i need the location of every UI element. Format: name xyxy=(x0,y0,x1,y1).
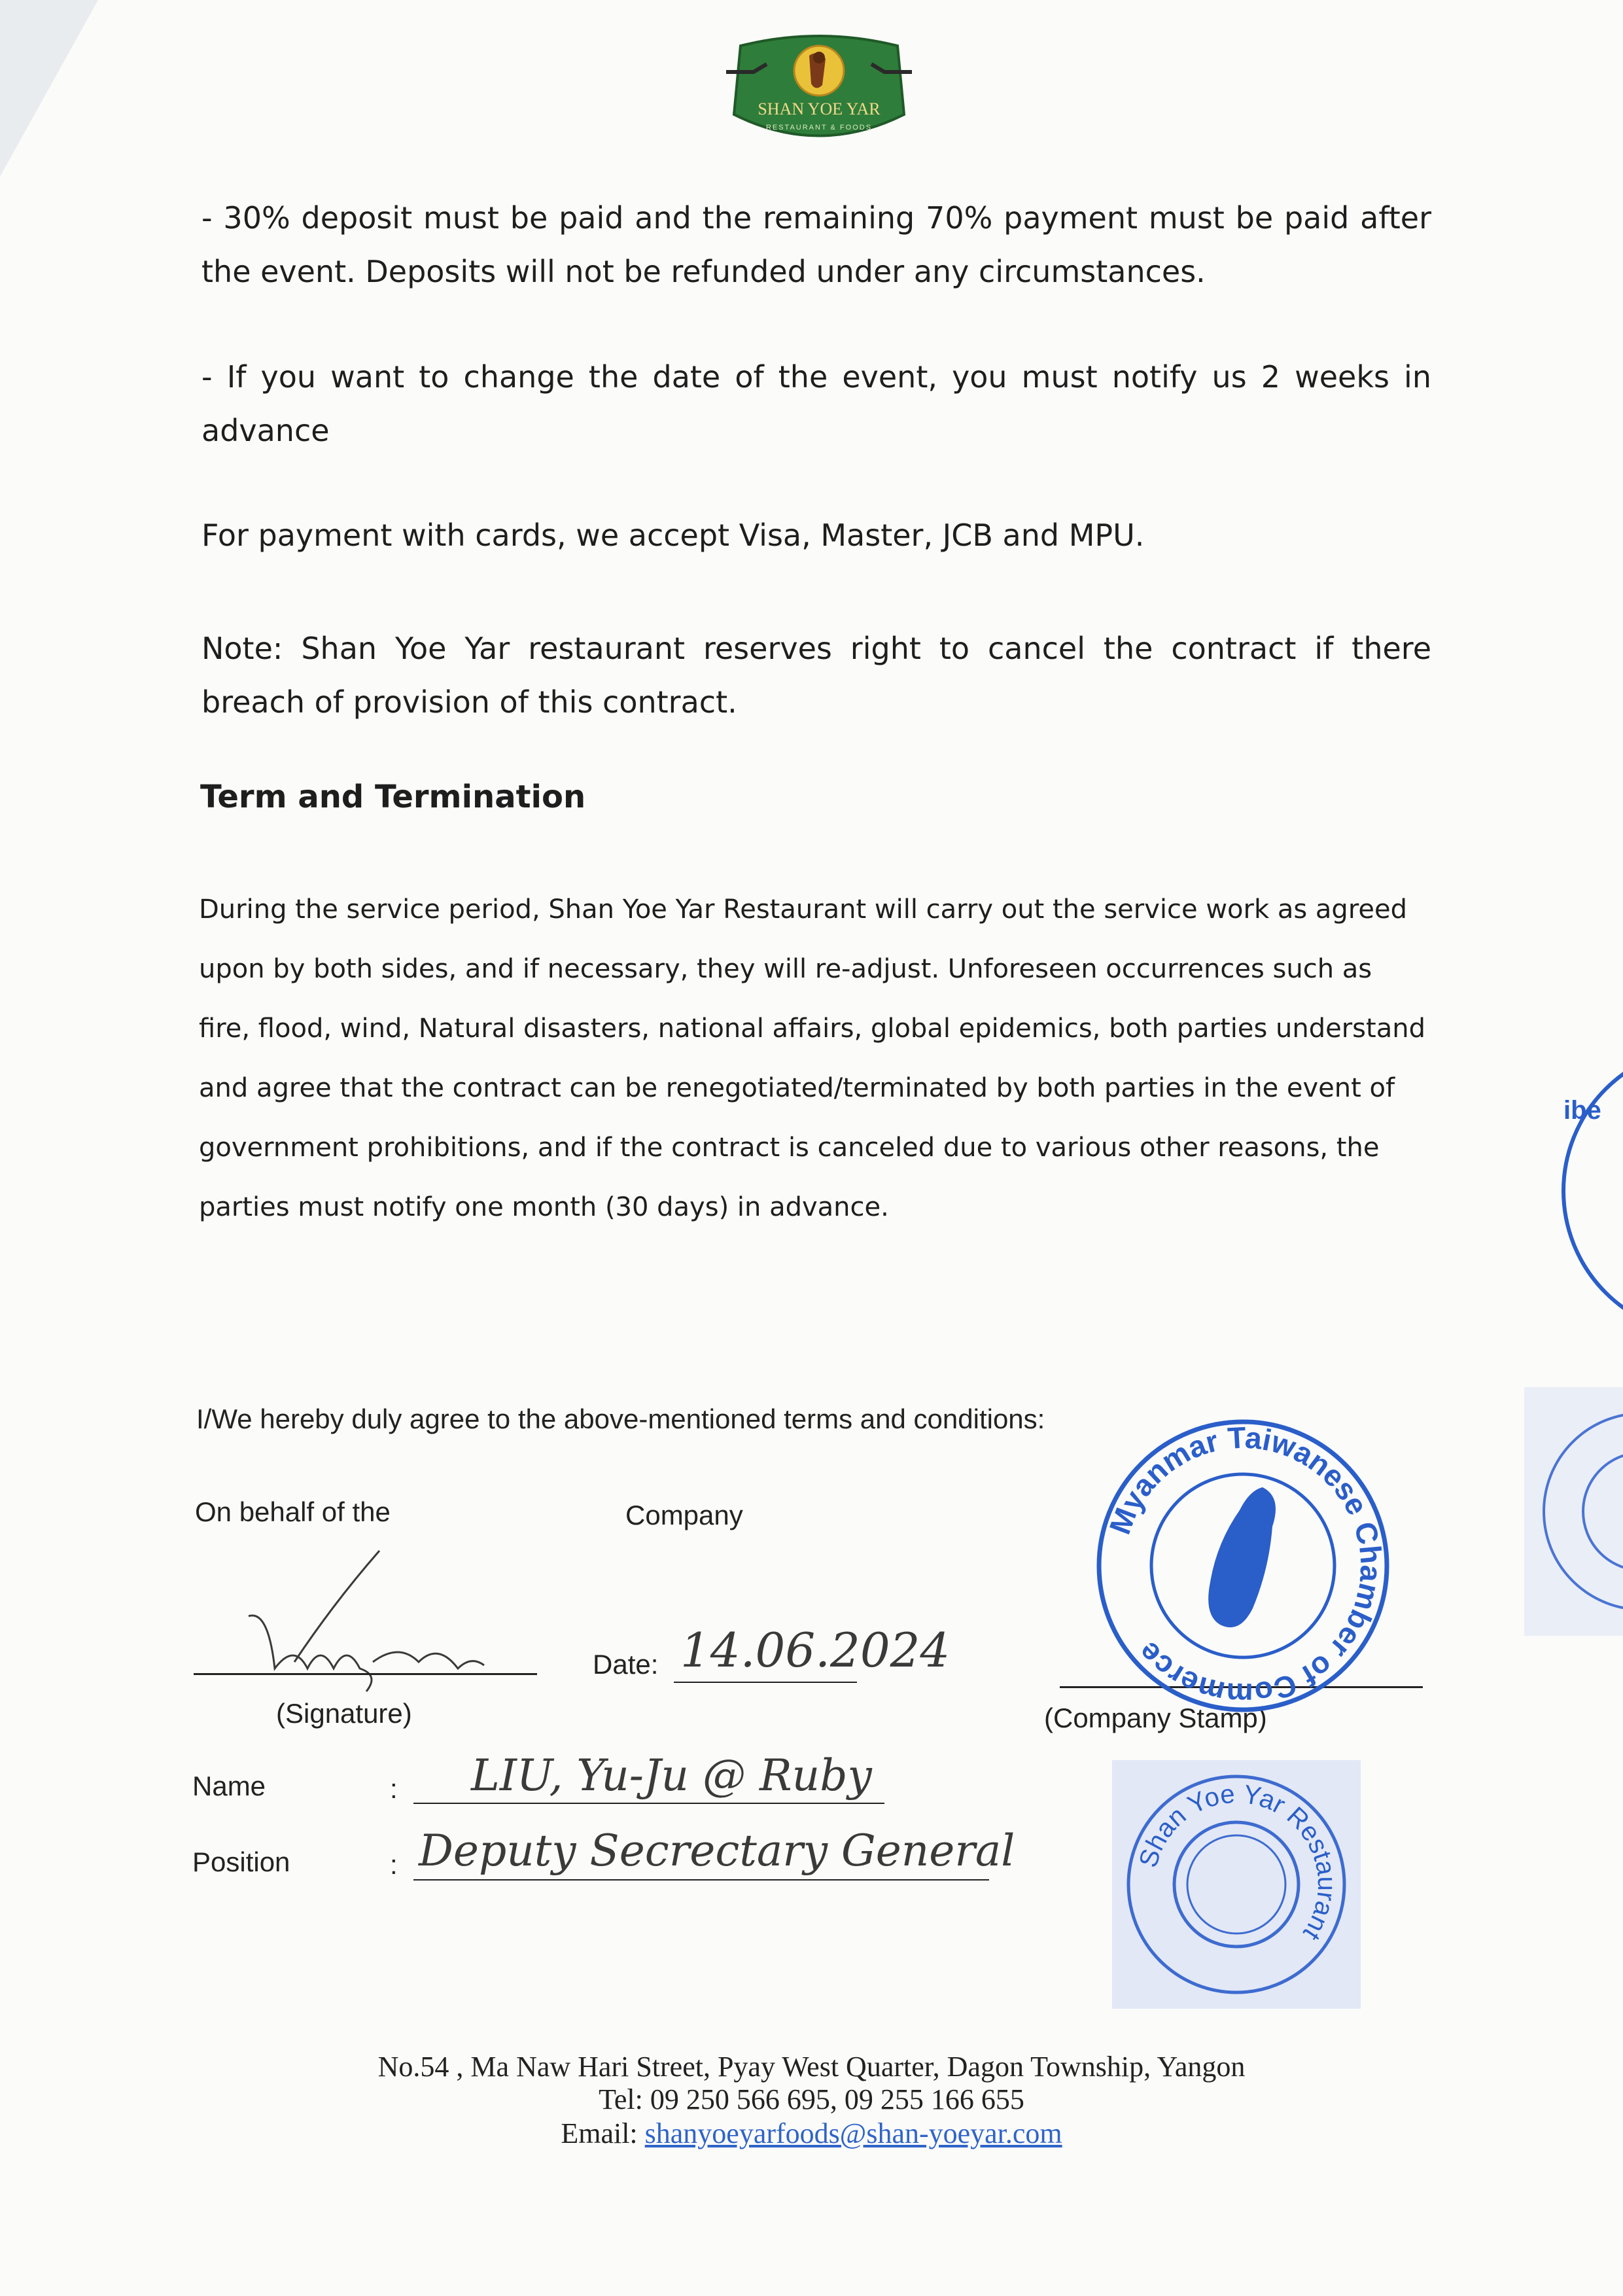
term-body: During the service period, Shan Yoe Yar Restaurant will carry out the service work as agreed upon by both sides, and if necessary, they will re-adjust. Unforeseen occurrences such as fire, flood, wind, Natural disasters, national affairs, global epidemics, both parties understand and agree that the contract can be renegotiated/terminated by both parties in the event of government prohibitions, and if the contract is canceled due to various other reasons, the parties must notify one month (30 days) in advance. xyxy=(199,894,1425,1222)
restaurant-stamp xyxy=(1106,1754,1367,2015)
position-line xyxy=(413,1879,989,1881)
footer-tel: Tel: 09 250 566 695, 09 255 166 655 xyxy=(599,2083,1024,2115)
payment-cards-clause: For payment with cards, we accept Visa, Master, JCB and MPU. xyxy=(201,518,1145,553)
on-behalf-label: On behalf of the xyxy=(195,1496,391,1527)
name-label: Name xyxy=(192,1771,266,1801)
date-value: 14.06.2024 xyxy=(680,1623,951,1678)
name-line xyxy=(413,1803,884,1804)
edge-stamp-text: ibe xyxy=(1563,1096,1601,1125)
company-stamp-label: (Company Stamp) xyxy=(1044,1703,1267,1733)
date-line xyxy=(674,1682,857,1683)
logo-text: SHAN YOE YAR xyxy=(758,99,881,118)
footer-email-label: Email: xyxy=(561,2117,638,2149)
signature-scribble xyxy=(222,1544,497,1695)
position-colon: : xyxy=(390,1849,398,1880)
signature-line xyxy=(194,1673,537,1675)
restaurant-stamp-text: Shan Yoe Yar Restaurant xyxy=(1134,1779,1342,1946)
footer-email-row xyxy=(0,2116,1623,2151)
company-label: Company xyxy=(625,1500,743,1530)
footer-email-link[interactable]: shanyoeyarfoods@shan-yoeyar.com xyxy=(644,2117,1062,2149)
chamber-stamp-text: Myanmar Taiwanese Chamber of Commerce xyxy=(1102,1420,1389,1712)
footer-address: No.54 , Ma Naw Hari Street, Pyay West Quarter, Dagon Township, Yangon xyxy=(377,2051,1246,2083)
chamber-stamp xyxy=(1086,1419,1400,1713)
position-value: Deputy Secrectary General xyxy=(419,1826,1015,1876)
date-change-clause: - If you want to change the date of the event, you must notify us 2 weeks in advance xyxy=(201,359,1431,448)
date-label: Date: xyxy=(593,1649,659,1680)
name-colon: : xyxy=(390,1773,398,1804)
edge-stamp-fragment-bottom xyxy=(1524,1387,1623,1636)
folded-corner xyxy=(0,0,98,177)
deposit-clause: - 30% deposit must be paid and the remaining 70% payment must be paid after the event. Deposits will not be refunded under any circumstances. xyxy=(201,200,1431,289)
agreement-statement: I/We hereby duly agree to the above-mentioned terms and conditions: xyxy=(196,1404,1045,1434)
edge-stamp-fragment-top xyxy=(1557,1040,1623,1341)
position-label: Position xyxy=(192,1846,290,1877)
note-clause: Note: Shan Yoe Yar restaurant reserves right to cancel the contract if there breach of provision of this contract. xyxy=(201,631,1431,720)
restaurant-logo xyxy=(721,33,917,145)
name-value: LIU, Yu-Ju @ Ruby xyxy=(471,1750,872,1801)
logo-subtext: RESTAURANT & FOODS xyxy=(765,124,873,132)
term-heading: Term and Termination xyxy=(200,779,586,815)
signature-label: (Signature) xyxy=(276,1698,412,1729)
